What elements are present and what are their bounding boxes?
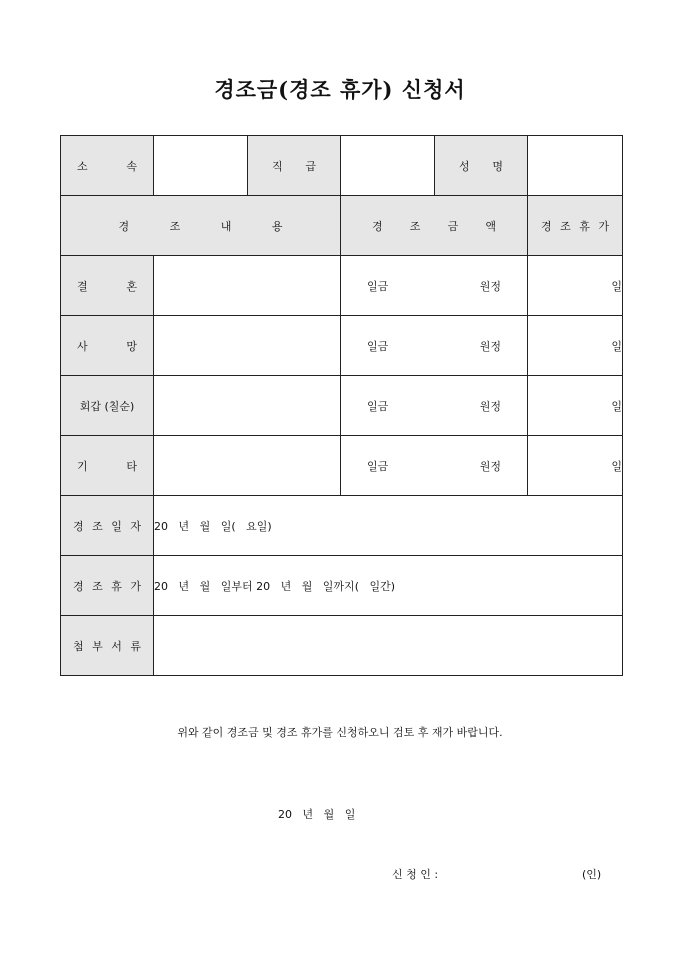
death-leave-field[interactable] xyxy=(528,316,623,376)
column-header-row xyxy=(61,196,623,256)
leave-header-char: 조 xyxy=(560,219,571,233)
event-date-label-char: 조 xyxy=(92,519,103,533)
day-unit: 일 xyxy=(611,339,622,353)
death-label-char: 망 xyxy=(126,339,137,353)
birthday-amount-field[interactable] xyxy=(341,376,528,436)
leave-header-char: 휴 xyxy=(579,219,590,233)
marriage-content-field[interactable] xyxy=(154,256,341,316)
event-date-label-char: 일 xyxy=(111,519,122,533)
birthday-label: 회갑 (칠순) xyxy=(79,399,135,413)
row-marriage xyxy=(61,256,623,316)
day-unit: 일 xyxy=(611,399,622,413)
row-other xyxy=(61,436,623,496)
amount-suffix: 원정 xyxy=(479,339,501,353)
seal-label: (인) xyxy=(582,868,602,881)
applicant-label: 신 청 인 : xyxy=(392,868,439,881)
leave-period-label-char: 가 xyxy=(130,579,141,593)
birthday-content-field[interactable] xyxy=(154,376,341,436)
death-label-char: 사 xyxy=(77,339,88,353)
amount-header-char: 액 xyxy=(485,219,496,233)
leave-period-label-cell xyxy=(61,556,154,616)
other-label-char: 타 xyxy=(126,459,137,473)
day-unit: 일 xyxy=(611,459,622,473)
leave-header-char: 가 xyxy=(598,219,609,233)
request-statement: 위와 같이 경조금 및 경조 휴가를 신청하오니 검토 후 재가 바랍니다. xyxy=(177,726,503,739)
attachments-label-char: 류 xyxy=(130,639,141,653)
header-info-row xyxy=(61,136,623,196)
other-content-field[interactable] xyxy=(154,436,341,496)
death-label-cell xyxy=(61,316,154,376)
row-event-date xyxy=(61,496,623,556)
leave-header-char: 경 xyxy=(541,219,552,233)
attachments-label-char: 첨 xyxy=(73,639,84,653)
row-leave-period xyxy=(61,556,623,616)
name-label-cell xyxy=(435,136,528,196)
amount-suffix: 원정 xyxy=(479,279,501,293)
birthday-leave-field[interactable] xyxy=(528,376,623,436)
marriage-amount-field[interactable] xyxy=(341,256,528,316)
signature-date[interactable]: 20 년 월 일 xyxy=(278,808,356,821)
day-unit: 일 xyxy=(611,279,622,293)
attachments-label-cell xyxy=(61,616,154,676)
form-title: 경조금(경조 휴가) 신청서 xyxy=(214,77,466,102)
leave-period-label-char: 조 xyxy=(92,579,103,593)
content-header-char: 용 xyxy=(271,219,283,233)
event-date-label-char: 자 xyxy=(130,519,141,533)
content-header-char: 내 xyxy=(220,219,232,233)
position-field[interactable] xyxy=(341,136,435,196)
attachments-label-char: 부 xyxy=(92,639,103,653)
death-amount-field[interactable] xyxy=(341,316,528,376)
affiliation-label-cell xyxy=(61,136,154,196)
other-amount-field[interactable] xyxy=(341,436,528,496)
name-field[interactable] xyxy=(528,136,623,196)
application-form-table xyxy=(60,135,623,676)
name-label-char: 성 xyxy=(459,159,470,173)
marriage-label-cell xyxy=(61,256,154,316)
amount-prefix: 일금 xyxy=(367,279,389,293)
leave-period-label-char: 휴 xyxy=(111,579,122,593)
row-birthday xyxy=(61,376,623,436)
leave-header-cell xyxy=(528,196,623,256)
content-header-cell xyxy=(61,196,341,256)
other-leave-field[interactable] xyxy=(528,436,623,496)
event-date-label-char: 경 xyxy=(73,519,84,533)
affiliation-label-char: 소 xyxy=(77,159,88,173)
birthday-label-cell xyxy=(61,376,154,436)
other-label-cell xyxy=(61,436,154,496)
amount-header-char: 경 xyxy=(372,219,383,233)
marriage-label-char: 혼 xyxy=(126,279,137,293)
affiliation-label-char: 속 xyxy=(126,159,137,173)
amount-header-char: 금 xyxy=(447,219,459,233)
content-header-char: 조 xyxy=(169,219,181,233)
amount-prefix: 일금 xyxy=(367,399,389,413)
other-label-char: 기 xyxy=(77,459,88,473)
amount-header-char: 조 xyxy=(409,219,421,233)
amount-prefix: 일금 xyxy=(367,459,389,473)
amount-suffix: 원정 xyxy=(479,399,501,413)
attachments-label-char: 서 xyxy=(111,639,122,653)
position-label-cell xyxy=(248,136,341,196)
row-attachments xyxy=(61,616,623,676)
event-date-label-cell xyxy=(61,496,154,556)
amount-prefix: 일금 xyxy=(367,339,389,353)
attachments-field[interactable] xyxy=(154,616,623,676)
leave-period-label-char: 경 xyxy=(73,579,84,593)
leave-period-field[interactable]: 20 년 월 일부터 20 년 월 일까지( 일간) xyxy=(154,556,623,616)
name-label-char: 명 xyxy=(492,159,503,173)
death-content-field[interactable] xyxy=(154,316,341,376)
position-label-char: 직 xyxy=(272,159,283,173)
marriage-label-char: 결 xyxy=(77,279,88,293)
row-death xyxy=(61,316,623,376)
amount-header-cell xyxy=(341,196,528,256)
content-header-char: 경 xyxy=(118,219,130,233)
affiliation-field[interactable] xyxy=(154,136,248,196)
position-label-char: 급 xyxy=(305,159,316,173)
amount-suffix: 원정 xyxy=(479,459,501,473)
marriage-leave-field[interactable] xyxy=(528,256,623,316)
event-date-field[interactable]: 20 년 월 일( 요일) xyxy=(154,496,623,556)
